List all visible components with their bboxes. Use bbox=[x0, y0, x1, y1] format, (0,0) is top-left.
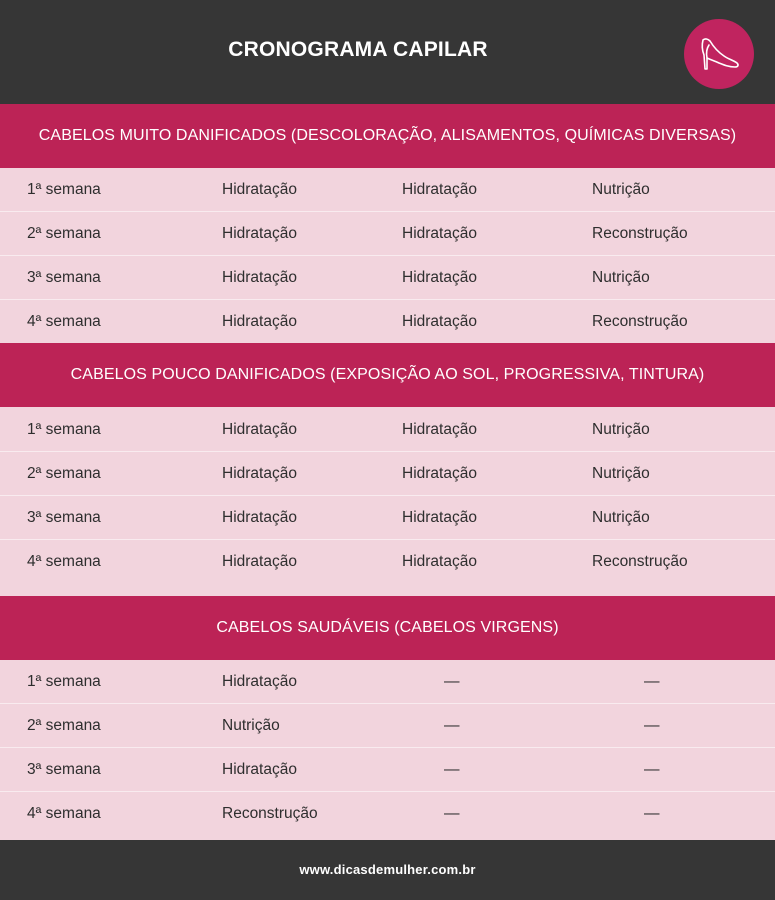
treatment-cell: Hidratação bbox=[222, 673, 297, 690]
treatment-cell: Hidratação bbox=[222, 761, 297, 778]
week-label: 1ª semana bbox=[27, 421, 101, 438]
empty-dash: — bbox=[444, 673, 460, 690]
empty-dash: — bbox=[644, 717, 660, 734]
table-row bbox=[0, 496, 775, 540]
week-label: 4ª semana bbox=[27, 313, 101, 330]
empty-dash: — bbox=[644, 761, 660, 778]
treatment-cell: Hidratação bbox=[222, 465, 297, 482]
empty-dash: — bbox=[644, 673, 660, 690]
treatment-cell: Hidratação bbox=[222, 225, 297, 242]
week-label: 4ª semana bbox=[27, 805, 101, 822]
empty-dash: — bbox=[444, 761, 460, 778]
treatment-cell: Hidratação bbox=[222, 509, 297, 526]
section-header-very-damaged: CABELOS MUITO DANIFICADOS (DESCOLORAÇÃO, ALISAMENTOS, QUÍMICAS DIVERSAS) bbox=[0, 104, 775, 168]
empty-dash: — bbox=[444, 805, 460, 822]
footer-bar bbox=[0, 840, 775, 900]
table-row bbox=[0, 452, 775, 496]
week-label: 1ª semana bbox=[27, 181, 101, 198]
treatment-cell: Hidratação bbox=[402, 509, 477, 526]
treatment-cell: Hidratação bbox=[222, 421, 297, 438]
treatment-cell: Hidratação bbox=[222, 269, 297, 286]
table-row bbox=[0, 300, 775, 344]
table-row bbox=[0, 256, 775, 300]
treatment-cell: Nutrição bbox=[592, 421, 650, 438]
treatment-cell: Hidratação bbox=[222, 181, 297, 198]
week-label: 3ª semana bbox=[27, 509, 101, 526]
section-header-slightly-damaged: CABELOS POUCO DANIFICADOS (EXPOSIÇÃO AO SOL, PROGRESSIVA, TINTURA) bbox=[0, 343, 775, 407]
treatment-cell: Hidratação bbox=[222, 313, 297, 330]
table-row bbox=[0, 408, 775, 452]
treatment-cell: Hidratação bbox=[402, 181, 477, 198]
high-heel-shoe-icon bbox=[697, 36, 741, 72]
treatment-cell: Reconstrução bbox=[592, 225, 688, 242]
treatment-cell: Hidratação bbox=[402, 269, 477, 286]
treatment-cell: Hidratação bbox=[402, 313, 477, 330]
week-label: 2ª semana bbox=[27, 225, 101, 242]
week-label: 3ª semana bbox=[27, 269, 101, 286]
treatment-cell: Nutrição bbox=[592, 181, 650, 198]
week-label: 2ª semana bbox=[27, 465, 101, 482]
treatment-cell: Hidratação bbox=[222, 553, 297, 570]
table-row bbox=[0, 660, 775, 704]
treatment-cell: Nutrição bbox=[592, 269, 650, 286]
treatment-cell: Hidratação bbox=[402, 553, 477, 570]
treatment-cell: Nutrição bbox=[222, 717, 280, 734]
page-title: CRONOGRAMA CAPILAR bbox=[228, 38, 488, 61]
table-row bbox=[0, 168, 775, 212]
section-header-healthy: CABELOS SAUDÁVEIS (CABELOS VIRGENS) bbox=[0, 596, 775, 660]
table-row bbox=[0, 748, 775, 792]
week-label: 3ª semana bbox=[27, 761, 101, 778]
treatment-cell: Nutrição bbox=[592, 509, 650, 526]
treatment-cell: Hidratação bbox=[402, 225, 477, 242]
treatment-cell: Reconstrução bbox=[222, 805, 318, 822]
table-row bbox=[0, 212, 775, 256]
treatment-cell: Hidratação bbox=[402, 465, 477, 482]
empty-dash: — bbox=[444, 717, 460, 734]
treatment-cell: Reconstrução bbox=[592, 313, 688, 330]
table-row bbox=[0, 540, 775, 584]
week-label: 1ª semana bbox=[27, 673, 101, 690]
table-row bbox=[0, 792, 775, 836]
week-label: 4ª semana bbox=[27, 553, 101, 570]
footer-site-url: www.dicasdemulher.com.br bbox=[299, 862, 476, 877]
treatment-cell: Nutrição bbox=[592, 465, 650, 482]
logo-badge bbox=[684, 19, 754, 89]
week-label: 2ª semana bbox=[27, 717, 101, 734]
header-bar bbox=[0, 0, 775, 104]
treatment-cell: Hidratação bbox=[402, 421, 477, 438]
table-row bbox=[0, 704, 775, 748]
treatment-cell: Reconstrução bbox=[592, 553, 688, 570]
empty-dash: — bbox=[644, 805, 660, 822]
